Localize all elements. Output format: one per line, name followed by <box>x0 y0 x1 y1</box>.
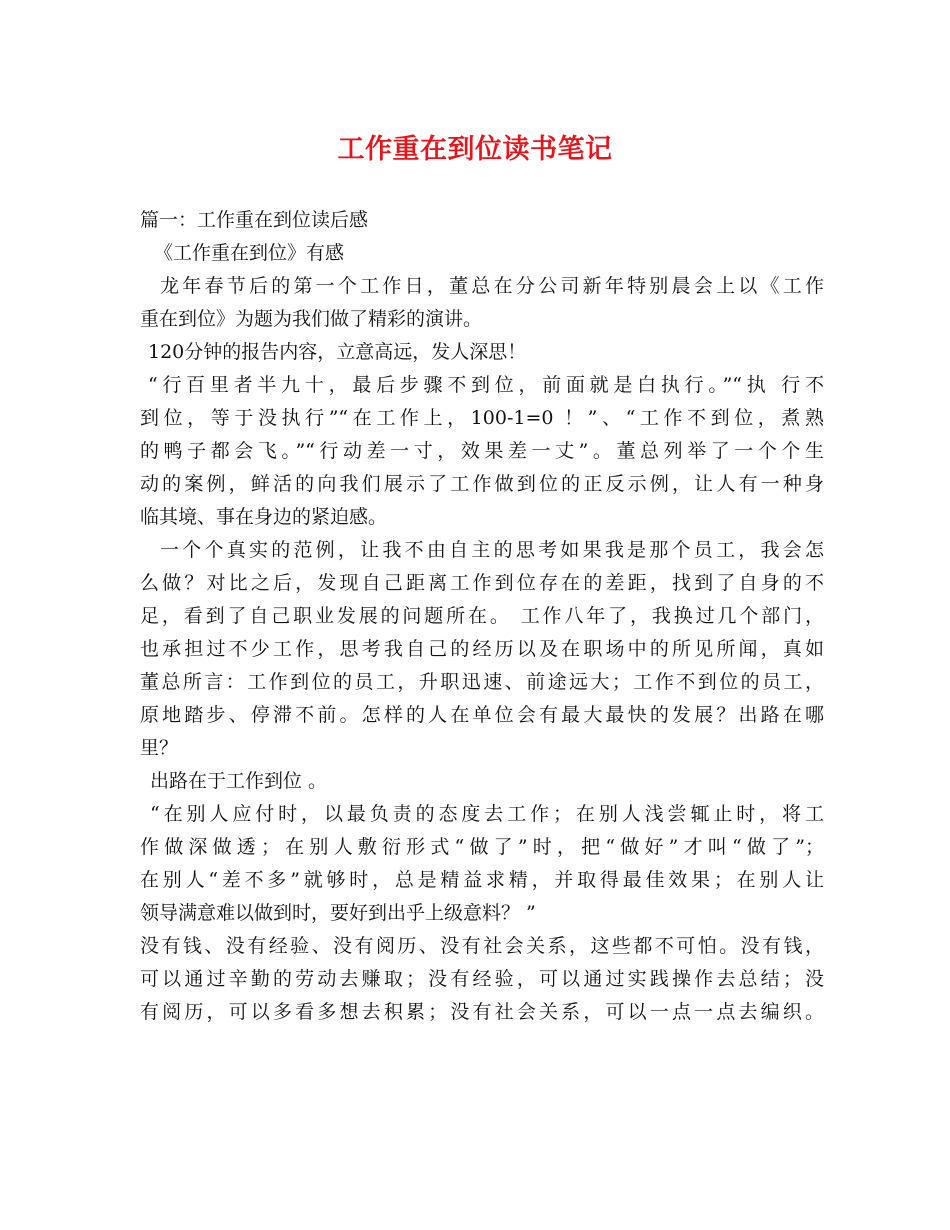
paragraph-line: 没有钱、没有经验、没有阅历、没有社会关系，这些都不可怕。没有钱， <box>140 935 824 957</box>
paragraph-line: “行百里者半九十，最后步骤不到位，前面就是白执行。”“执 行不 <box>148 374 824 396</box>
paragraph-line: 的鸭子都会飞。”“行动差一寸，效果差一丈”。董总列举了一个个生 <box>140 440 824 462</box>
paragraph-line: 可以通过辛勤的劳动去赚取；没有经验，可以通过实践操作去总结；没 <box>140 968 824 990</box>
paragraph-line: 龙年春节后的第一个工作日，董总在分公司新年特别晨会上以《工作 <box>160 275 824 297</box>
paragraph-line: 在别人“差不多”就够时，总是精益求精，并取得最佳效果；在别人让 <box>140 869 824 891</box>
paragraph-line: 足，看到了自己职业发展的问题所在。 工作八年了，我换过几个部门， <box>140 605 824 627</box>
paragraph-line: 出路在于工作到位 。 <box>150 770 328 792</box>
paragraph-line: 作做深做透；在别人敷衍形式“做了”时，把“做好”才叫“做了”； <box>140 836 824 858</box>
paragraph-line: 120分钟的报告内容，立意高远，发人深思！ <box>148 341 527 363</box>
paragraph-line: 到位，等于没执行”“在工作上，100-1=0 ！”、“工作不到位，煮熟 <box>140 407 824 429</box>
paragraph-line: 么做？对比之后，发现自己距离工作到位存在的差距，找到了自身的不 <box>140 572 824 594</box>
paragraph-line: “在别人应付时，以最负责的态度去工作；在别人浅尝辄止时，将工 <box>150 803 824 825</box>
paragraph-line: 篇一：工作重在到位读后感 <box>140 209 369 231</box>
paragraph-line: 也承担过不少工作，思考我自己的经历以及在职场中的所见所闻，真如 <box>140 638 824 660</box>
paragraph-line: 动的案例，鲜活的向我们展示了工作做到位的正反示例，让人有一种身 <box>140 473 824 495</box>
paragraph-line: 《工作重在到位》有感 <box>154 242 345 264</box>
paragraph-line: 临其境、事在身边的紧迫感。 <box>140 506 388 528</box>
paragraph-line: 董总所言：工作到位的员工，升职迅速、前途远大；工作不到位的员工， <box>140 671 824 693</box>
document-title: 工作重在到位读书笔记 <box>337 134 613 165</box>
paragraph-line: 原地踏步、停滞不前。怎样的人在单位会有最大最快的发展？出路在哪 <box>140 704 824 726</box>
paragraph-line: 一个个真实的范例，让我不由自主的思考如果我是那个员工，我会怎 <box>160 539 824 561</box>
paragraph-line: 里？ <box>140 737 179 759</box>
document-body <box>140 205 824 1030</box>
paragraph-line: 重在到位》为题为我们做了精彩的演讲。 <box>140 308 483 330</box>
paragraph-line: 领导满意难以做到时，要好到出乎上级意料？ ” <box>140 902 536 924</box>
paragraph-line: 有阅历，可以多看多想去积累；没有社会关系，可以一点一点去编织。 <box>140 1001 824 1023</box>
